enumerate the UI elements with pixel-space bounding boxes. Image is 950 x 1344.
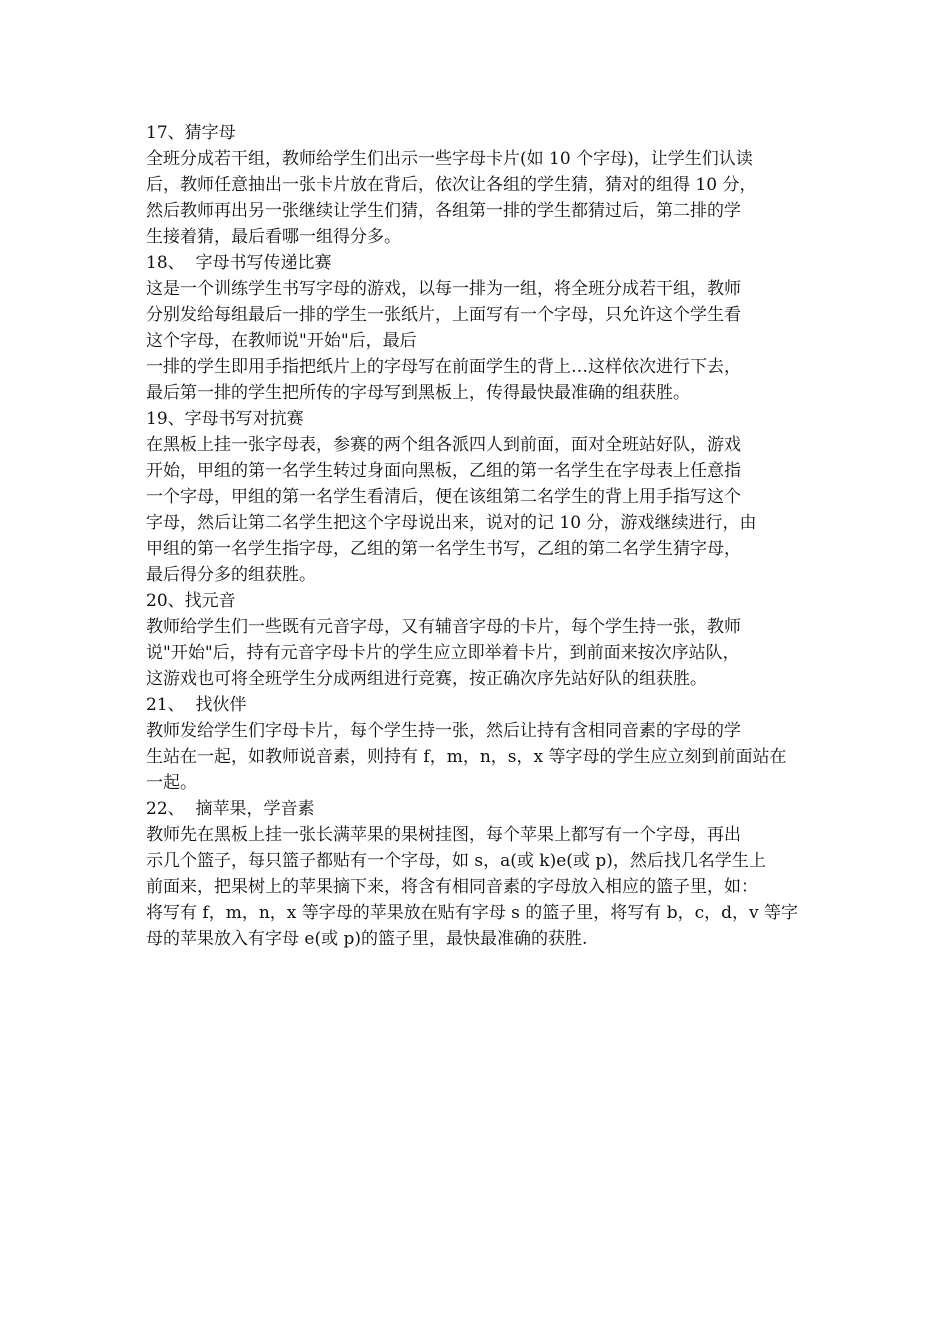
paragraph-line: 在黑板上挂一张字母表，参赛的两个组各派四人到前面，面对全班站好队，游戏 xyxy=(146,435,741,455)
paragraph-line: 教师给学生们一些既有元音字母，又有辅音字母的卡片，每个学生持一张，教师 xyxy=(146,617,741,637)
paragraph-line: 分别发给每组最后一排的学生一张纸片，上面写有一个字母，只允许这个学生看 xyxy=(146,305,741,325)
section-heading: 18、 字母书写传递比赛 xyxy=(146,253,332,273)
section-20 xyxy=(146,588,812,692)
section-heading: 19、字母书写对抗赛 xyxy=(146,409,304,429)
paragraph-line: 这是一个训练学生书写字母的游戏，以每一排为一组，将全班分成若干组，教师 xyxy=(146,279,741,299)
paragraph-line: 母的苹果放入有字母 e(或 p)的篮子里，最快最准确的获胜. xyxy=(146,929,588,949)
paragraph-line: 生接着猜，最后看哪一组得分多。 xyxy=(146,227,401,247)
paragraph-line: 甲组的第一名学生指字母，乙组的第一名学生书写，乙组的第二名学生猜字母， xyxy=(146,539,741,559)
section-19 xyxy=(146,406,812,588)
paragraph-line: 一排的学生即用手指把纸片上的字母写在前面学生的背上…这样依次进行下去， xyxy=(146,357,741,377)
paragraph-line: 教师先在黑板上挂一张长满苹果的果树挂图，每个苹果上都写有一个字母，再出 xyxy=(146,825,741,845)
section-22 xyxy=(146,796,812,952)
section-21 xyxy=(146,692,812,796)
section-heading: 17、猜字母 xyxy=(146,123,236,143)
paragraph-line: 将写有 f，m，n，x 等字母的苹果放在贴有字母 s 的篮子里，将写有 b，c，d，v 等字 xyxy=(146,903,798,923)
paragraph-line: 一个字母，甲组的第一名学生看清后，便在该组第二名学生的背上用手指写这个 xyxy=(146,487,741,507)
paragraph-line: 字母，然后让第二名学生把这个字母说出来，说对的记 10 分，游戏继续进行，由 xyxy=(146,513,757,533)
paragraph-line: 说"开始"后，持有元音字母卡片的学生应立即举着卡片，到前面来按次序站队， xyxy=(146,643,740,663)
paragraph-line: 最后第一排的学生把所传的字母写到黑板上，传得最快最准确的组获胜。 xyxy=(146,383,690,403)
section-17 xyxy=(146,120,812,250)
paragraph-line: 开始，甲组的第一名学生转过身面向黑板，乙组的第一名学生在字母表上任意指 xyxy=(146,461,741,481)
paragraph-line: 这游戏也可将全班学生分成两组进行竞赛，按正确次序先站好队的组获胜。 xyxy=(146,669,707,689)
section-heading: 21、 找伙伴 xyxy=(146,695,247,715)
paragraph-line: 一起。 xyxy=(146,773,197,793)
paragraph-line: 前面来，把果树上的苹果摘下来，将含有相同音素的字母放入相应的篮子里，如： xyxy=(146,877,758,897)
paragraph-line: 教师发给学生们字母卡片，每个学生持一张，然后让持有含相同音素的字母的学 xyxy=(146,721,741,741)
paragraph-line: 生站在一起，如教师说音素，则持有 f，m，n，s，x 等字母的学生应立刻到前面站在 xyxy=(146,747,787,767)
paragraph-line: 示几个篮子，每只篮子都贴有一个字母，如 s，a(或 k)e(或 p)，然后找几名学生上 xyxy=(146,851,766,871)
paragraph-line: 全班分成若干组，教师给学生们出示一些字母卡片(如 10 个字母)，让学生们认读 xyxy=(146,149,753,169)
paragraph-line: 后，教师任意抽出一张卡片放在背后，依次让各组的学生猜，猜对的组得 10 分， xyxy=(146,175,757,195)
section-heading: 20、找元音 xyxy=(146,591,236,611)
document-body xyxy=(146,120,812,952)
paragraph-line: 这个字母，在教师说"开始"后，最后 xyxy=(146,331,417,351)
section-heading: 22、 摘苹果，学音素 xyxy=(146,799,315,819)
paragraph-line: 然后教师再出另一张继续让学生们猜，各组第一排的学生都猜过后，第二排的学 xyxy=(146,201,741,221)
paragraph-line: 最后得分多的组获胜。 xyxy=(146,565,316,585)
section-18 xyxy=(146,250,812,406)
